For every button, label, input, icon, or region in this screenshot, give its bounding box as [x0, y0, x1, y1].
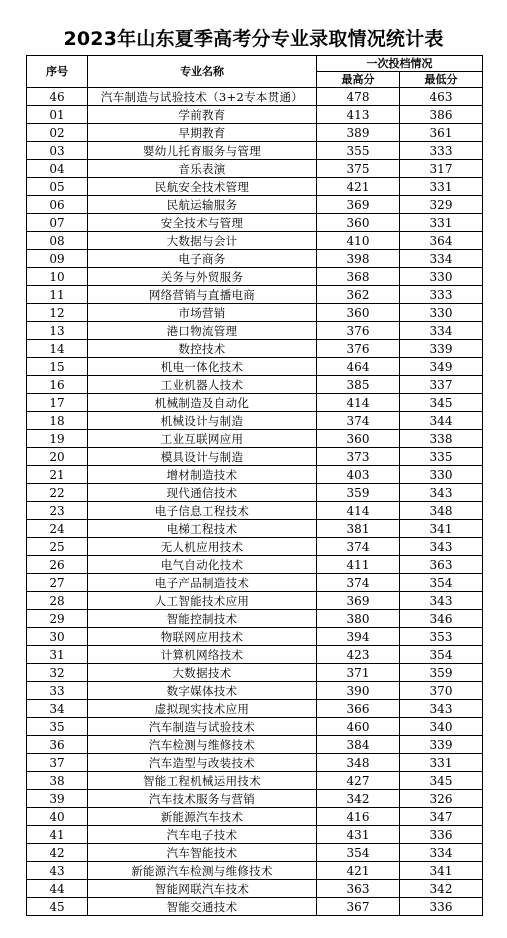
cell-min-score: 336 — [400, 826, 483, 844]
cell-max-score: 403 — [317, 466, 400, 484]
cell-max-score: 375 — [317, 160, 400, 178]
cell-max-score: 381 — [317, 520, 400, 538]
table-row — [27, 394, 483, 412]
table-row — [27, 736, 483, 754]
cell-min-score: 330 — [400, 304, 483, 322]
cell-min-score: 330 — [400, 466, 483, 484]
table-row — [27, 124, 483, 142]
cell-index: 44 — [27, 880, 88, 898]
table-row — [27, 700, 483, 718]
cell-index: 07 — [27, 214, 88, 232]
cell-major: 大数据技术 — [88, 664, 317, 682]
cell-min-score: 364 — [400, 232, 483, 250]
cell-major: 婴幼儿托育服务与管理 — [88, 142, 317, 160]
cell-min-score: 331 — [400, 214, 483, 232]
cell-index: 33 — [27, 682, 88, 700]
cell-major: 物联网应用技术 — [88, 628, 317, 646]
cell-min-score: 363 — [400, 556, 483, 574]
cell-max-score: 464 — [317, 358, 400, 376]
cell-max-score: 374 — [317, 538, 400, 556]
cell-index: 11 — [27, 286, 88, 304]
cell-min-score: 334 — [400, 844, 483, 862]
cell-max-score: 376 — [317, 340, 400, 358]
table-row — [27, 538, 483, 556]
table-row — [27, 484, 483, 502]
cell-index: 27 — [27, 574, 88, 592]
cell-min-score: 326 — [400, 790, 483, 808]
cell-max-score: 367 — [317, 898, 400, 916]
cell-max-score: 342 — [317, 790, 400, 808]
cell-index: 37 — [27, 754, 88, 772]
table-row — [27, 250, 483, 268]
cell-max-score: 369 — [317, 592, 400, 610]
cell-max-score: 398 — [317, 250, 400, 268]
cell-major: 新能源汽车技术 — [88, 808, 317, 826]
cell-min-score: 354 — [400, 574, 483, 592]
table-row — [27, 160, 483, 178]
cell-major: 智能工程机械运用技术 — [88, 772, 317, 790]
cell-major: 电子商务 — [88, 250, 317, 268]
cell-max-score: 354 — [317, 844, 400, 862]
cell-min-score: 343 — [400, 538, 483, 556]
cell-major: 汽车电子技术 — [88, 826, 317, 844]
table-row — [27, 322, 483, 340]
cell-major: 汽车制造与试验技术（3+2专本贯通） — [88, 88, 317, 106]
cell-major: 音乐表演 — [88, 160, 317, 178]
table-row — [27, 556, 483, 574]
cell-min-score: 342 — [400, 880, 483, 898]
cell-max-score: 374 — [317, 412, 400, 430]
cell-major: 无人机应用技术 — [88, 538, 317, 556]
cell-index: 18 — [27, 412, 88, 430]
cell-major: 智能网联汽车技术 — [88, 880, 317, 898]
cell-max-score: 427 — [317, 772, 400, 790]
cell-min-score: 331 — [400, 754, 483, 772]
cell-min-score: 354 — [400, 646, 483, 664]
cell-index: 46 — [27, 88, 88, 106]
cell-max-score: 380 — [317, 610, 400, 628]
table-row — [27, 808, 483, 826]
cell-max-score: 421 — [317, 178, 400, 196]
table-row — [27, 826, 483, 844]
cell-major: 虚拟现实技术应用 — [88, 700, 317, 718]
header-index: 序号 — [27, 56, 88, 88]
cell-major: 计算机网络技术 — [88, 646, 317, 664]
cell-min-score: 334 — [400, 322, 483, 340]
cell-index: 28 — [27, 592, 88, 610]
header-max: 最高分 — [317, 72, 400, 88]
cell-min-score: 340 — [400, 718, 483, 736]
cell-major: 大数据与会计 — [88, 232, 317, 250]
table-row — [27, 196, 483, 214]
cell-index: 39 — [27, 790, 88, 808]
cell-max-score: 390 — [317, 682, 400, 700]
table-row — [27, 520, 483, 538]
cell-index: 12 — [27, 304, 88, 322]
cell-min-score: 333 — [400, 286, 483, 304]
cell-index: 09 — [27, 250, 88, 268]
cell-index: 30 — [27, 628, 88, 646]
cell-major: 电气自动化技术 — [88, 556, 317, 574]
cell-max-score: 359 — [317, 484, 400, 502]
cell-major: 数控技术 — [88, 340, 317, 358]
table-row — [27, 178, 483, 196]
cell-min-score: 329 — [400, 196, 483, 214]
table-row — [27, 628, 483, 646]
cell-min-score: 334 — [400, 250, 483, 268]
cell-max-score: 414 — [317, 502, 400, 520]
cell-min-score: 339 — [400, 340, 483, 358]
cell-min-score: 330 — [400, 268, 483, 286]
cell-index: 40 — [27, 808, 88, 826]
cell-max-score: 394 — [317, 628, 400, 646]
table-row — [27, 214, 483, 232]
table-row — [27, 412, 483, 430]
cell-index: 32 — [27, 664, 88, 682]
cell-index: 24 — [27, 520, 88, 538]
cell-min-score: 345 — [400, 772, 483, 790]
cell-max-score: 431 — [317, 826, 400, 844]
table-row — [27, 754, 483, 772]
cell-major: 工业互联网应用 — [88, 430, 317, 448]
cell-index: 10 — [27, 268, 88, 286]
cell-index: 08 — [27, 232, 88, 250]
table-row — [27, 502, 483, 520]
cell-major: 汽车技术服务与营销 — [88, 790, 317, 808]
cell-index: 13 — [27, 322, 88, 340]
cell-major: 数字媒体技术 — [88, 682, 317, 700]
cell-max-score: 478 — [317, 88, 400, 106]
cell-major: 汽车制造与试验技术 — [88, 718, 317, 736]
cell-major: 民航安全技术管理 — [88, 178, 317, 196]
table-row — [27, 862, 483, 880]
cell-max-score: 385 — [317, 376, 400, 394]
table-body — [27, 88, 483, 916]
cell-max-score: 360 — [317, 304, 400, 322]
cell-min-score: 386 — [400, 106, 483, 124]
cell-min-score: 317 — [400, 160, 483, 178]
table-row — [27, 232, 483, 250]
cell-max-score: 410 — [317, 232, 400, 250]
header-row-top — [27, 56, 483, 72]
cell-max-score: 363 — [317, 880, 400, 898]
cell-max-score: 460 — [317, 718, 400, 736]
cell-max-score: 423 — [317, 646, 400, 664]
cell-min-score: 348 — [400, 502, 483, 520]
table-row — [27, 682, 483, 700]
cell-index: 25 — [27, 538, 88, 556]
cell-min-score: 343 — [400, 484, 483, 502]
cell-min-score: 343 — [400, 700, 483, 718]
cell-index: 01 — [27, 106, 88, 124]
cell-index: 36 — [27, 736, 88, 754]
cell-max-score: 413 — [317, 106, 400, 124]
cell-min-score: 349 — [400, 358, 483, 376]
cell-max-score: 371 — [317, 664, 400, 682]
cell-index: 02 — [27, 124, 88, 142]
table-row — [27, 844, 483, 862]
cell-min-score: 346 — [400, 610, 483, 628]
cell-min-score: 344 — [400, 412, 483, 430]
cell-index: 16 — [27, 376, 88, 394]
cell-min-score: 343 — [400, 592, 483, 610]
table-row — [27, 376, 483, 394]
cell-index: 15 — [27, 358, 88, 376]
cell-index: 26 — [27, 556, 88, 574]
cell-major: 网络营销与直播电商 — [88, 286, 317, 304]
cell-max-score: 373 — [317, 448, 400, 466]
cell-index: 03 — [27, 142, 88, 160]
cell-index: 05 — [27, 178, 88, 196]
cell-min-score: 337 — [400, 376, 483, 394]
cell-index: 19 — [27, 430, 88, 448]
cell-min-score: 347 — [400, 808, 483, 826]
cell-min-score: 341 — [400, 862, 483, 880]
cell-min-score: 361 — [400, 124, 483, 142]
cell-major: 现代通信技术 — [88, 484, 317, 502]
cell-major: 民航运输服务 — [88, 196, 317, 214]
cell-index: 35 — [27, 718, 88, 736]
cell-min-score: 336 — [400, 898, 483, 916]
cell-major: 汽车智能技术 — [88, 844, 317, 862]
cell-max-score: 366 — [317, 700, 400, 718]
table-row — [27, 664, 483, 682]
cell-major: 增材制造技术 — [88, 466, 317, 484]
cell-index: 31 — [27, 646, 88, 664]
table-row — [27, 574, 483, 592]
cell-major: 电子信息工程技术 — [88, 502, 317, 520]
table-row — [27, 286, 483, 304]
cell-min-score: 331 — [400, 178, 483, 196]
cell-index: 29 — [27, 610, 88, 628]
cell-index: 04 — [27, 160, 88, 178]
table-row — [27, 88, 483, 106]
cell-max-score: 374 — [317, 574, 400, 592]
cell-max-score: 411 — [317, 556, 400, 574]
cell-index: 34 — [27, 700, 88, 718]
cell-index: 17 — [27, 394, 88, 412]
cell-max-score: 348 — [317, 754, 400, 772]
cell-min-score: 353 — [400, 628, 483, 646]
table-row — [27, 772, 483, 790]
table-row — [27, 880, 483, 898]
cell-max-score: 414 — [317, 394, 400, 412]
table-row — [27, 610, 483, 628]
cell-major: 安全技术与管理 — [88, 214, 317, 232]
table-row — [27, 898, 483, 916]
cell-index: 14 — [27, 340, 88, 358]
table-row — [27, 340, 483, 358]
cell-major: 学前教育 — [88, 106, 317, 124]
cell-major: 机械制造及自动化 — [88, 394, 317, 412]
cell-index: 42 — [27, 844, 88, 862]
cell-major: 机械设计与制造 — [88, 412, 317, 430]
cell-major: 机电一体化技术 — [88, 358, 317, 376]
cell-major: 汽车造型与改装技术 — [88, 754, 317, 772]
table-row — [27, 466, 483, 484]
cell-major: 智能交通技术 — [88, 898, 317, 916]
cell-index: 45 — [27, 898, 88, 916]
cell-major: 人工智能技术应用 — [88, 592, 317, 610]
table-row — [27, 430, 483, 448]
cell-index: 22 — [27, 484, 88, 502]
cell-min-score: 338 — [400, 430, 483, 448]
cell-max-score: 368 — [317, 268, 400, 286]
cell-major: 市场营销 — [88, 304, 317, 322]
cell-max-score: 360 — [317, 430, 400, 448]
cell-major: 关务与外贸服务 — [88, 268, 317, 286]
cell-max-score: 421 — [317, 862, 400, 880]
table-row — [27, 304, 483, 322]
cell-major: 电子产品制造技术 — [88, 574, 317, 592]
cell-major: 智能控制技术 — [88, 610, 317, 628]
header-min: 最低分 — [400, 72, 483, 88]
header-major: 专业名称 — [88, 56, 317, 88]
cell-index: 41 — [27, 826, 88, 844]
cell-min-score: 359 — [400, 664, 483, 682]
table-row — [27, 790, 483, 808]
cell-major: 汽车检测与维修技术 — [88, 736, 317, 754]
table-row — [27, 106, 483, 124]
cell-max-score: 355 — [317, 142, 400, 160]
cell-min-score: 333 — [400, 142, 483, 160]
document-title: 2023年山东夏季高考分专业录取情况统计表 — [63, 28, 444, 50]
table-row — [27, 142, 483, 160]
cell-index: 06 — [27, 196, 88, 214]
table-row — [27, 358, 483, 376]
cell-major: 模具设计与制造 — [88, 448, 317, 466]
cell-min-score: 335 — [400, 448, 483, 466]
cell-index: 20 — [27, 448, 88, 466]
cell-major: 港口物流管理 — [88, 322, 317, 340]
cell-max-score: 369 — [317, 196, 400, 214]
cell-major: 电梯工程技术 — [88, 520, 317, 538]
cell-major: 早期教育 — [88, 124, 317, 142]
table-row — [27, 592, 483, 610]
admission-score-table — [26, 55, 483, 916]
cell-min-score: 339 — [400, 736, 483, 754]
cell-max-score: 362 — [317, 286, 400, 304]
cell-max-score: 416 — [317, 808, 400, 826]
cell-major: 工业机器人技术 — [88, 376, 317, 394]
cell-index: 23 — [27, 502, 88, 520]
table-row — [27, 448, 483, 466]
cell-max-score: 384 — [317, 736, 400, 754]
cell-min-score: 370 — [400, 682, 483, 700]
cell-max-score: 389 — [317, 124, 400, 142]
cell-min-score: 345 — [400, 394, 483, 412]
header-group: 一次投档情况 — [317, 56, 483, 72]
cell-index: 38 — [27, 772, 88, 790]
cell-max-score: 376 — [317, 322, 400, 340]
cell-min-score: 463 — [400, 88, 483, 106]
table-row — [27, 718, 483, 736]
cell-min-score: 341 — [400, 520, 483, 538]
table-row — [27, 646, 483, 664]
cell-max-score: 360 — [317, 214, 400, 232]
cell-index: 21 — [27, 466, 88, 484]
cell-major: 新能源汽车检测与维修技术 — [88, 862, 317, 880]
table-row — [27, 268, 483, 286]
cell-index: 43 — [27, 862, 88, 880]
